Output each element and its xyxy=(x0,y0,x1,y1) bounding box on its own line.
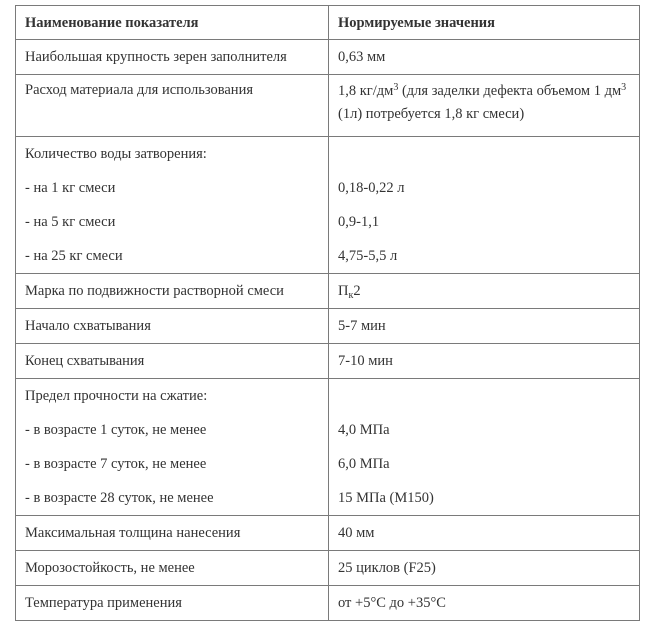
set-end-value: 7-10 мин xyxy=(329,344,640,379)
table-row-temperature xyxy=(16,586,640,621)
table-row-set-end xyxy=(16,344,640,379)
water-item-value-1: 0,18-0,22 л xyxy=(338,180,405,196)
consumption-superscript-1: 3 xyxy=(393,82,399,93)
frost-resistance-value: 25 циклов (F25) xyxy=(329,551,640,586)
grain-size-label: Наибольшая крупность зерен заполнителя xyxy=(16,40,329,75)
consumption-value-part2: (для заделки дефекта объемом 1 дм xyxy=(398,83,622,99)
set-end-label: Конец схватывания xyxy=(16,344,329,379)
strength-title-spacer xyxy=(338,379,630,413)
mobility-value xyxy=(329,274,640,309)
table-row-consumption xyxy=(16,75,640,137)
water-title-spacer xyxy=(338,137,630,171)
consumption-superscript-2: 3 xyxy=(621,82,627,93)
strength-item-value-1: 4,0 МПа xyxy=(338,422,390,438)
strength-labels xyxy=(16,379,329,516)
table-row-grain-size xyxy=(16,40,640,75)
max-thickness-label: Максимальная толщина нанесения xyxy=(16,516,329,551)
strength-item-label-1: - в возрасте 1 суток, не менее xyxy=(25,422,207,438)
set-start-value: 5-7 мин xyxy=(329,309,640,344)
header-value-cell: Нормируемые значения xyxy=(329,6,640,40)
table-row-water-amount xyxy=(16,137,640,274)
mobility-label: Марка по подвижности растворной смеси xyxy=(16,274,329,309)
consumption-value-part1: 1,8 кг/дм xyxy=(338,83,394,99)
table-row-mobility xyxy=(16,274,640,309)
strength-values xyxy=(329,379,640,516)
frost-resistance-label: Морозостойкость, не менее xyxy=(16,551,329,586)
consumption-value xyxy=(329,75,640,137)
water-amount-labels xyxy=(16,137,329,274)
mobility-value-main: П xyxy=(338,283,349,299)
set-start-label: Начало схватывания xyxy=(16,309,329,344)
water-item-value-3: 4,75-5,5 л xyxy=(338,248,398,264)
strength-item-label-2: - в возрасте 7 суток, не менее xyxy=(25,456,207,472)
header-name-cell: Наименование показателя xyxy=(16,6,329,40)
max-thickness-value: 40 мм xyxy=(329,516,640,551)
water-amount-values xyxy=(329,137,640,274)
temperature-value: от +5°С до +35°С xyxy=(329,586,640,621)
mobility-value-tail: 2 xyxy=(353,283,361,299)
water-item-value-2: 0,9-1,1 xyxy=(338,214,380,230)
specifications-table xyxy=(15,5,640,621)
consumption-value-part3: (1л) потребуется 1,8 кг смеси) xyxy=(338,106,525,122)
mobility-value-subscript: к xyxy=(348,290,354,301)
temperature-label: Температура применения xyxy=(16,586,329,621)
table-row-frost-resistance xyxy=(16,551,640,586)
consumption-label: Расход материала для использования xyxy=(16,75,329,137)
strength-title: Предел прочности на сжатие: xyxy=(25,388,208,404)
water-item-label-2: - на 5 кг смеси xyxy=(25,214,116,230)
header-row xyxy=(16,6,640,40)
water-item-label-3: - на 25 кг смеси xyxy=(25,248,123,264)
strength-item-value-2: 6,0 МПа xyxy=(338,456,390,472)
strength-item-label-3: - в возрасте 28 суток, не менее xyxy=(25,490,214,506)
table-row-max-thickness xyxy=(16,516,640,551)
table-row-compressive-strength xyxy=(16,379,640,516)
water-amount-title: Количество воды затворения: xyxy=(25,146,207,162)
grain-size-value: 0,63 мм xyxy=(329,40,640,75)
water-item-label-1: - на 1 кг смеси xyxy=(25,180,116,196)
table-row-set-start xyxy=(16,309,640,344)
strength-item-value-3: 15 МПа (М150) xyxy=(338,490,434,506)
